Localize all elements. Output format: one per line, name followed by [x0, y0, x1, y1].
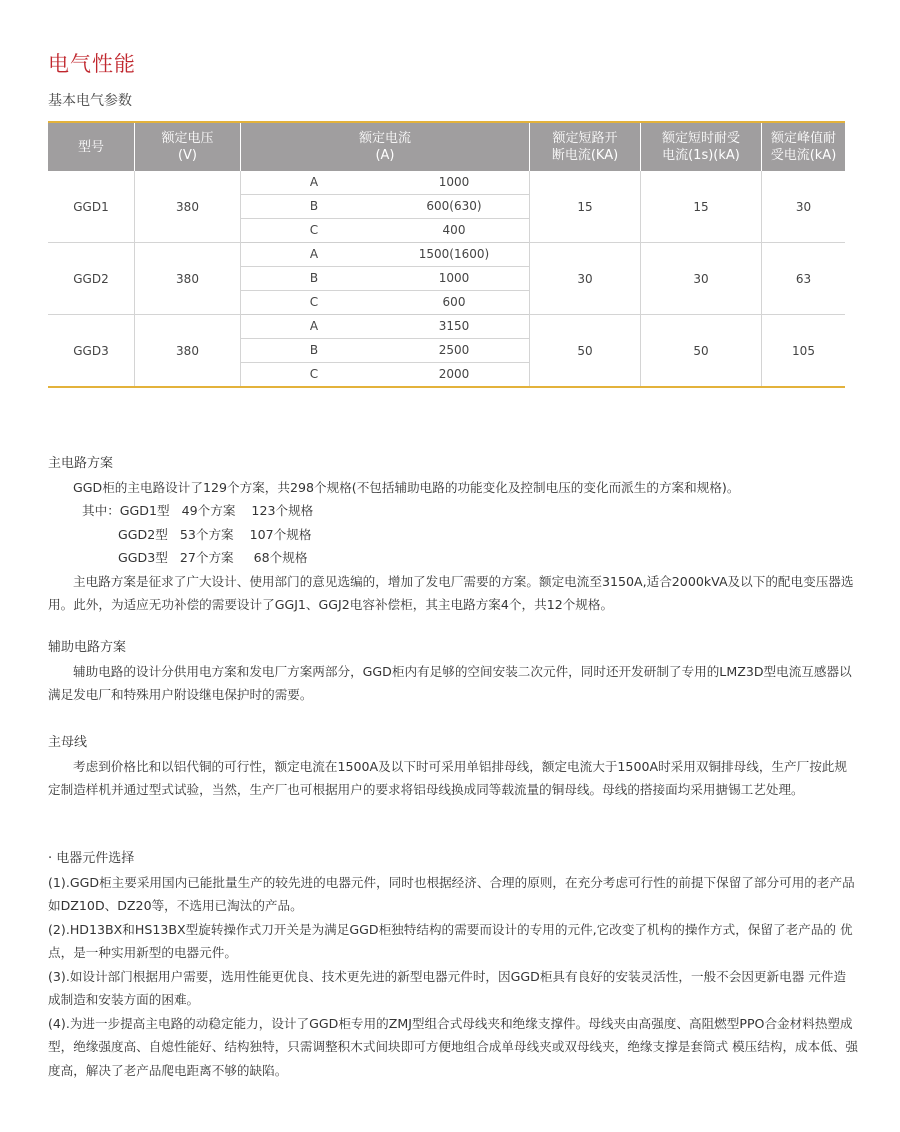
- main-circuit-heading: 主电路方案: [48, 456, 114, 471]
- header-break-current: 额定短路开 断电流(KA): [530, 122, 641, 171]
- cell-model: GGD1: [48, 171, 135, 243]
- cell-current: [241, 315, 530, 339]
- current-value: 2500: [438, 343, 470, 357]
- main-circuit-paragraph: GGD柜的主电路设计了129个方案，共298个规格(不包括辅助电路的功能变化及控制电压的变化而派生的方案和规格)。: [73, 479, 740, 495]
- current-value: 1000: [438, 175, 470, 189]
- cell-break-current: 30: [530, 243, 641, 315]
- busbar-paragraph: 考虑到价格比和以铝代铜的可行性，额定电流在1500A及以下时可采用单铝排母线，额定电流大于1500A时采用双铜排母线，生产厂按此规定制造样机并通过型式试验，当然，生产厂也可根据用户的要求将铝母线换成同等载流量的铜母线。母线的搭接面均采用搪锡工艺处理。: [48, 758, 847, 797]
- section-subtitle: 基本电气参数: [48, 93, 132, 109]
- current-value: 600(630): [426, 199, 482, 213]
- header-current: 额定电流 (A): [241, 122, 530, 171]
- components-section: [48, 847, 858, 1082]
- current-level: B: [309, 199, 319, 213]
- header-short-time-current: 额定短时耐受 电流(1s)(kA): [641, 122, 762, 171]
- current-level: C: [309, 223, 319, 237]
- cell-break-current: 50: [530, 315, 641, 388]
- current-value: 600: [442, 295, 466, 309]
- cell-model: GGD3: [48, 315, 135, 388]
- header-model: 型号: [48, 122, 135, 171]
- cell-current: [241, 195, 530, 219]
- cell-voltage: 380: [135, 171, 241, 243]
- cell-short-time-current: 30: [641, 243, 762, 315]
- aux-circuit-heading: 辅助电路方案: [48, 640, 127, 655]
- current-level: A: [309, 319, 319, 333]
- scheme-line-ggd2: GGD2型 53个方案 107个规格: [118, 526, 312, 542]
- table-header-row: [48, 122, 845, 171]
- header-voltage: 额定电压 (V): [135, 122, 241, 171]
- components-item-2: (2).HD13BX和HS13BX型旋转操作式刀开关是为满足GGD柜独特结构的需要而设计的专用的元件,它改变了机构的操作方式，保留了老产品的 优点，是一种实用新型的电器元件。: [48, 921, 853, 960]
- components-item-4: (4).为进一步提高主电路的动稳定能力，设计了GGD柜专用的ZMJ型组合式母线夹和绝缘支撑件。母线夹由高强度、高阻燃型PPO合金材料热塑成型，绝缘强度高、自熄性能好、结构独特，只需调整积木式间块即可方便地组合成单母线夹或双母线夹，绝缘支撑是套筒式 模压结构，成本低、强度高，解决了老产品爬电距离不够的缺陷。: [48, 1015, 859, 1078]
- main-circuit-section: [48, 452, 858, 617]
- components-item-3: (3).如设计部门根据用户需要，选用性能更优良、技术更先进的新型电器元件时，因GGD柜具有良好的安装灵活性，一般不会因更新电器 元件造成制造和安装方面的困难。: [48, 968, 847, 1007]
- table-row: [48, 243, 845, 267]
- scheme-line-ggd3: GGD3型 27个方案 68个规格: [118, 550, 308, 565]
- current-value: 2000: [438, 367, 470, 381]
- busbar-heading: 主母线: [48, 735, 88, 750]
- cell-short-time-current: 50: [641, 315, 762, 388]
- table-row: [48, 315, 845, 339]
- scheme-line-ggd1: 其中：GGD1型 49个方案 123个规格: [82, 503, 314, 518]
- main-circuit-paragraph-2: 主电路方案是征求了广大设计、使用部门的意见选编的，增加了发电厂需要的方案。额定电流至3150A,适合2000kVA及以下的配电变压器选用。此外，为适应无功补偿的需要设计了GGJ1、GGJ2电容补偿柜，其主电路方案4个，共12个规格。: [48, 573, 854, 612]
- cell-peak-current: 105: [762, 315, 846, 388]
- aux-circuit-section: [48, 636, 858, 707]
- components-item-1: (1).GGD柜主要采用国内已能批量生产的较先进的电器元件，同时也根据经济、合理的原则，在充分考虑可行性的前提下保留了部分可用的老产品如DZ10D、DZ20等，不选用已淘汰的产品。: [48, 874, 855, 913]
- current-value: 400: [442, 223, 466, 237]
- cell-current: [241, 267, 530, 291]
- components-heading: · 电器元件选择: [48, 851, 135, 866]
- cell-peak-current: 63: [762, 243, 846, 315]
- cell-current: [241, 243, 530, 267]
- cell-voltage: 380: [135, 243, 241, 315]
- cell-break-current: 15: [530, 171, 641, 243]
- aux-circuit-paragraph: 辅助电路的设计分供用电方案和发电厂方案两部分，GGD柜内有足够的空间安装二次元件，同时还开发研制了专用的LMZ3D型电流互感器以满足发电厂和特殊用户附设继电保护时的需要。: [48, 663, 852, 702]
- current-level: A: [309, 175, 319, 189]
- current-level: A: [309, 247, 319, 261]
- table-row: [48, 171, 845, 195]
- cell-current: [241, 291, 530, 315]
- cell-peak-current: 30: [762, 171, 846, 243]
- cell-current: [241, 363, 530, 388]
- cell-current: [241, 171, 530, 195]
- page-title: 电气性能: [48, 52, 136, 76]
- current-level: C: [309, 295, 319, 309]
- cell-voltage: 380: [135, 315, 241, 388]
- electrical-parameters-table: [48, 121, 845, 388]
- current-value: 1500(1600): [418, 247, 490, 261]
- cell-current: [241, 339, 530, 363]
- busbar-section: [48, 731, 858, 802]
- cell-model: GGD2: [48, 243, 135, 315]
- cell-short-time-current: 15: [641, 171, 762, 243]
- current-value: 1000: [438, 271, 470, 285]
- cell-current: [241, 219, 530, 243]
- current-level: C: [309, 367, 319, 381]
- current-level: B: [309, 271, 319, 285]
- current-level: B: [309, 343, 319, 357]
- current-value: 3150: [438, 319, 470, 333]
- header-peak-current: 额定峰值耐 受电流(kA): [762, 122, 846, 171]
